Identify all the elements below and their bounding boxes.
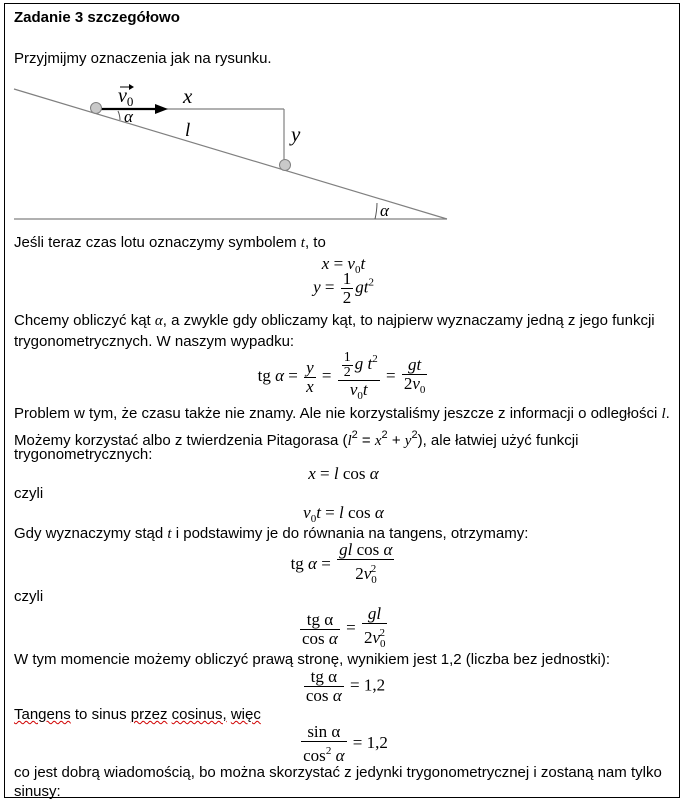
label-alpha-top: α bbox=[124, 107, 133, 126]
velocity-arrowhead bbox=[155, 104, 168, 114]
equation-v0t-lcos: $v_0t = l$ cos α bbox=[303, 503, 384, 525]
flight-time-text: Jeśli teraz czas lotu oznaczymy symbolem t, to bbox=[14, 234, 326, 251]
czyli-text-2: czyli bbox=[14, 588, 44, 605]
problem-text-line1: Problem w tym, że czasu także nie znamy. Ale nie korzystaliśmy jeszcze z informacji o odległości l. bbox=[14, 405, 670, 422]
ball-landing bbox=[280, 160, 291, 171]
angle-arc-bottom bbox=[375, 203, 377, 219]
equation-tangent-glcos: tg α = $\frac{\text{gl cos α}}{2v_0^2}$ bbox=[290, 540, 393, 586]
czyli-text-1: czyli bbox=[14, 485, 44, 502]
equation-tg-over-cos-value: $\frac{\text{tg α}}{\text{cos α}}$ = 1,2 bbox=[305, 667, 386, 705]
tangent-definition-text: Tangens to sinus przez cosinus, więc bbox=[14, 706, 261, 723]
label-y: y bbox=[291, 122, 301, 146]
equation-x-v0t: $x = v_0t$ bbox=[321, 254, 366, 276]
label-x: x bbox=[183, 84, 193, 108]
intro-text: Przyjmijmy oznaczenia jak na rysunku. bbox=[14, 50, 272, 67]
label-l: l bbox=[185, 120, 191, 141]
angle-arc-top bbox=[118, 111, 120, 120]
equation-y-half-gt2: y = $\frac{1}{2}$ $gt^2$ bbox=[313, 269, 374, 307]
angle-text-line2: trygonometrycznych. W naszym wypadku: bbox=[14, 333, 295, 350]
incline-figure bbox=[0, 80, 687, 225]
final-text-line2: sinusy: bbox=[14, 783, 61, 800]
problem-text-line2: Możemy korzystać albo z twierdzenia Pitagorasa $(l^2 = x^2 + y^2)$, ale łatwiej użyć funkcji bbox=[14, 429, 579, 449]
label-alpha-bottom: α bbox=[380, 201, 389, 220]
final-text-line1: co jest dobrą wiadomością, bo można skorzystać z jedynki trygonometrycznej i zostaną nam tylko bbox=[14, 764, 662, 781]
equation-tg-over-cos: $\frac{\text{tg α}}{\text{cos α}}$ = $\frac{gl}{2v_0^2}$ bbox=[302, 604, 386, 650]
heading: Zadanie 3 szczegółowo bbox=[14, 9, 180, 26]
v0-vector-arrowhead bbox=[129, 84, 134, 90]
moment-text: W tym momencie możemy obliczyć prawą stronę, wynikiem jest 1,2 (liczba bez jednostki): bbox=[14, 651, 611, 668]
ball-start bbox=[91, 103, 102, 114]
equation-tangent-ratio: tg α = $\frac{y}{x}$ = $\frac{1}{2}$ g $t^2$ $v_0t$ = $\frac{gt}{2v_0}$ bbox=[257, 349, 426, 402]
substitute-text: Gdy wyznaczymy stąd t i podstawimy je do równania na tangens, otrzymamy: bbox=[14, 525, 529, 542]
label-v0: $v_0$ bbox=[118, 85, 134, 109]
equation-sin-over-cos2: $\frac{\text{sin α}}{\cos^2 \alpha}$ = 1,2 bbox=[303, 722, 388, 765]
equation-x-lcos: x = l cos α bbox=[308, 464, 379, 483]
problem-text-line3: trygonometrycznych: bbox=[14, 446, 153, 463]
angle-text-line1: Chcemy obliczyć kąt α, a zwykle gdy obliczamy kąt, to najpierw wyznaczamy jedną z jego funkcji bbox=[14, 312, 655, 329]
